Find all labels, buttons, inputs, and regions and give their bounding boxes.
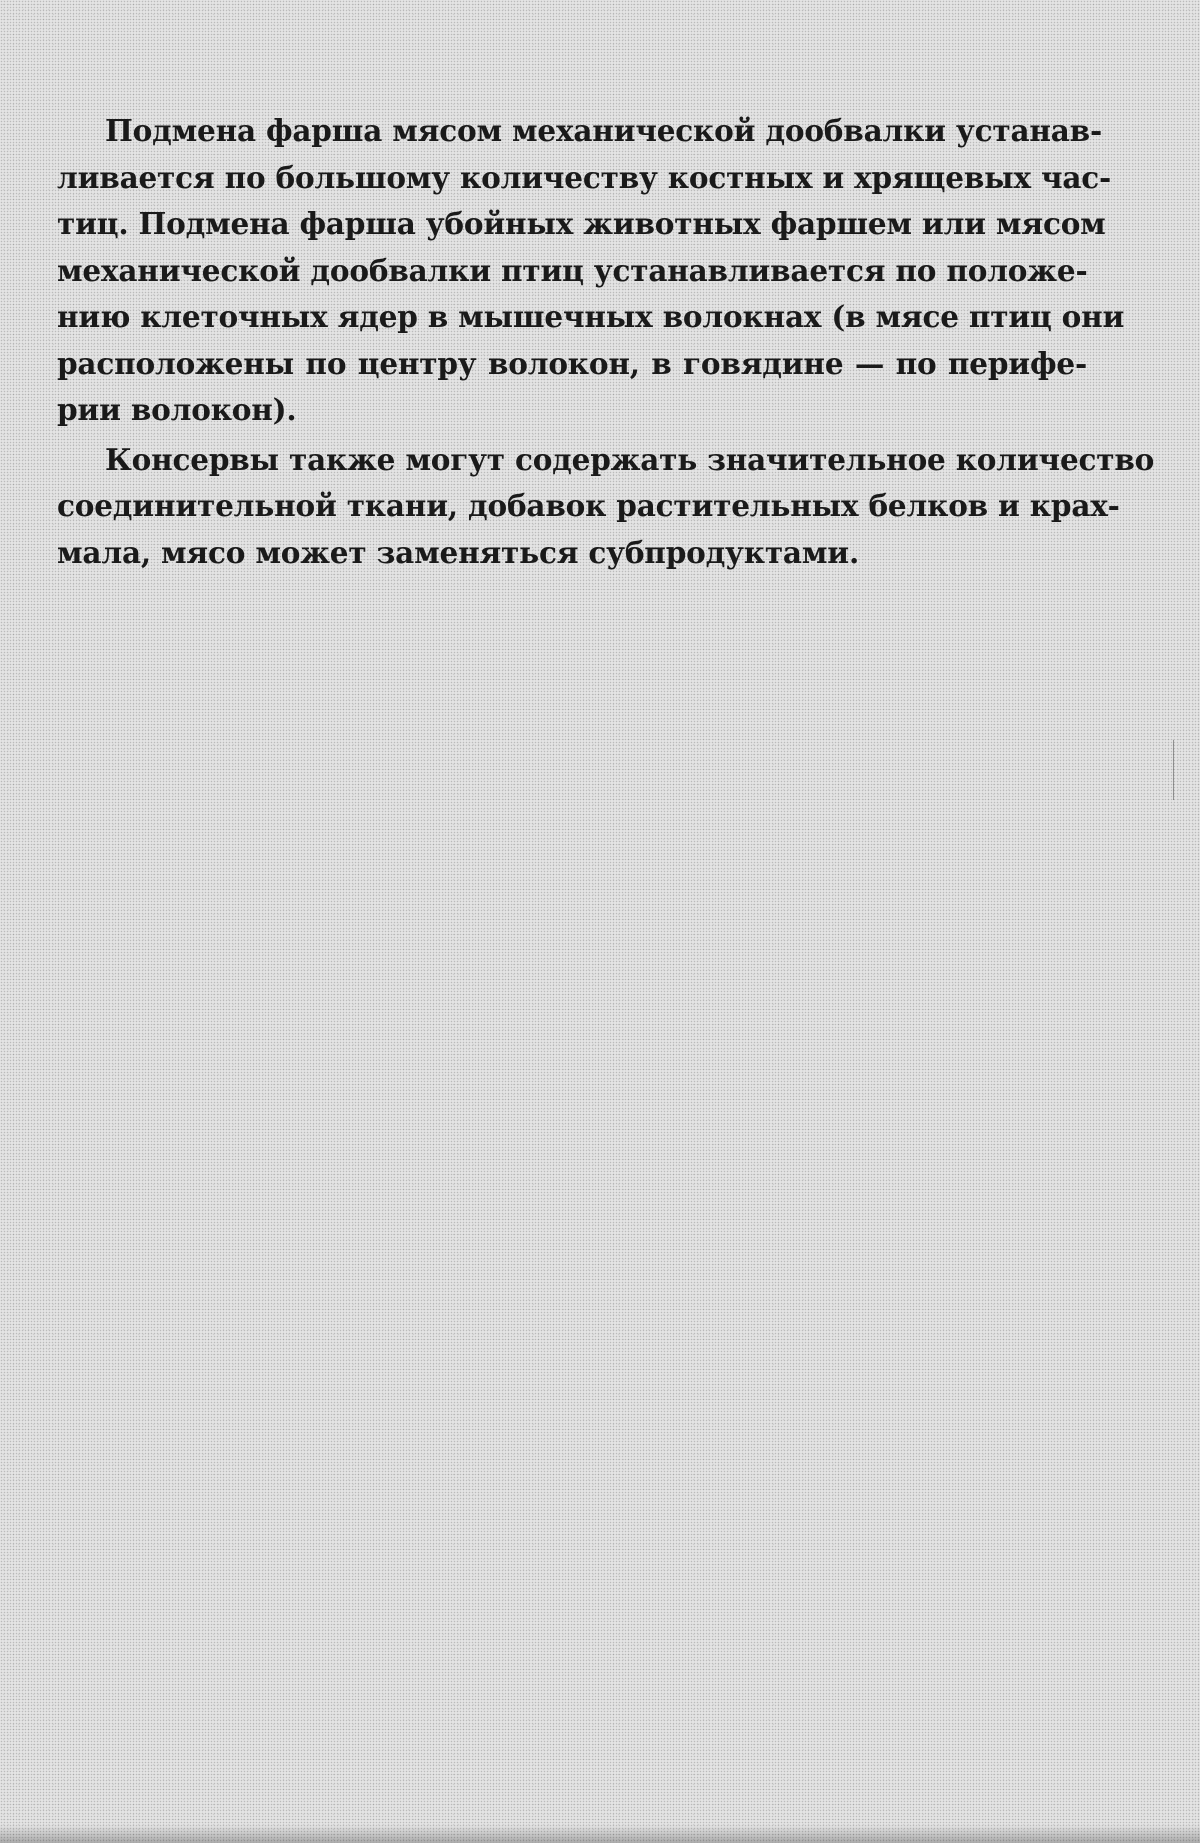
text-line: ливается по большому количеству костных и хрящевых час- — [57, 159, 1112, 195]
text-line: Подмена фарша мясом механической дообвалки устанав- — [105, 113, 1103, 148]
text-line: нию клеточных ядер в мышечных волокнах (в мясе птиц они — [57, 299, 1125, 334]
text-line: Консервы также могут содержать значительное количество — [105, 441, 1155, 477]
text-line: расположены по центру волокон, в говядине — по перифе- — [57, 345, 1087, 381]
text-line: рии волокон). — [57, 392, 297, 427]
text-line: механической дообвалки птиц устанавливается по положе- — [57, 252, 1088, 288]
paragraph-2 — [57, 437, 1155, 577]
scan-edge-mark — [1173, 740, 1174, 800]
scan-bottom-shadow — [0, 1825, 1200, 1843]
text-line: мала, мясо может заменяться субпродуктами. — [57, 534, 860, 570]
text-line: тиц. Подмена фарша убойных животных фаршем или мясом — [57, 206, 1106, 241]
paragraph-1 — [57, 108, 1125, 434]
body-text — [57, 108, 1155, 576]
text-line: соединительной ткани, добавок растительных белков и крах- — [57, 488, 1120, 523]
